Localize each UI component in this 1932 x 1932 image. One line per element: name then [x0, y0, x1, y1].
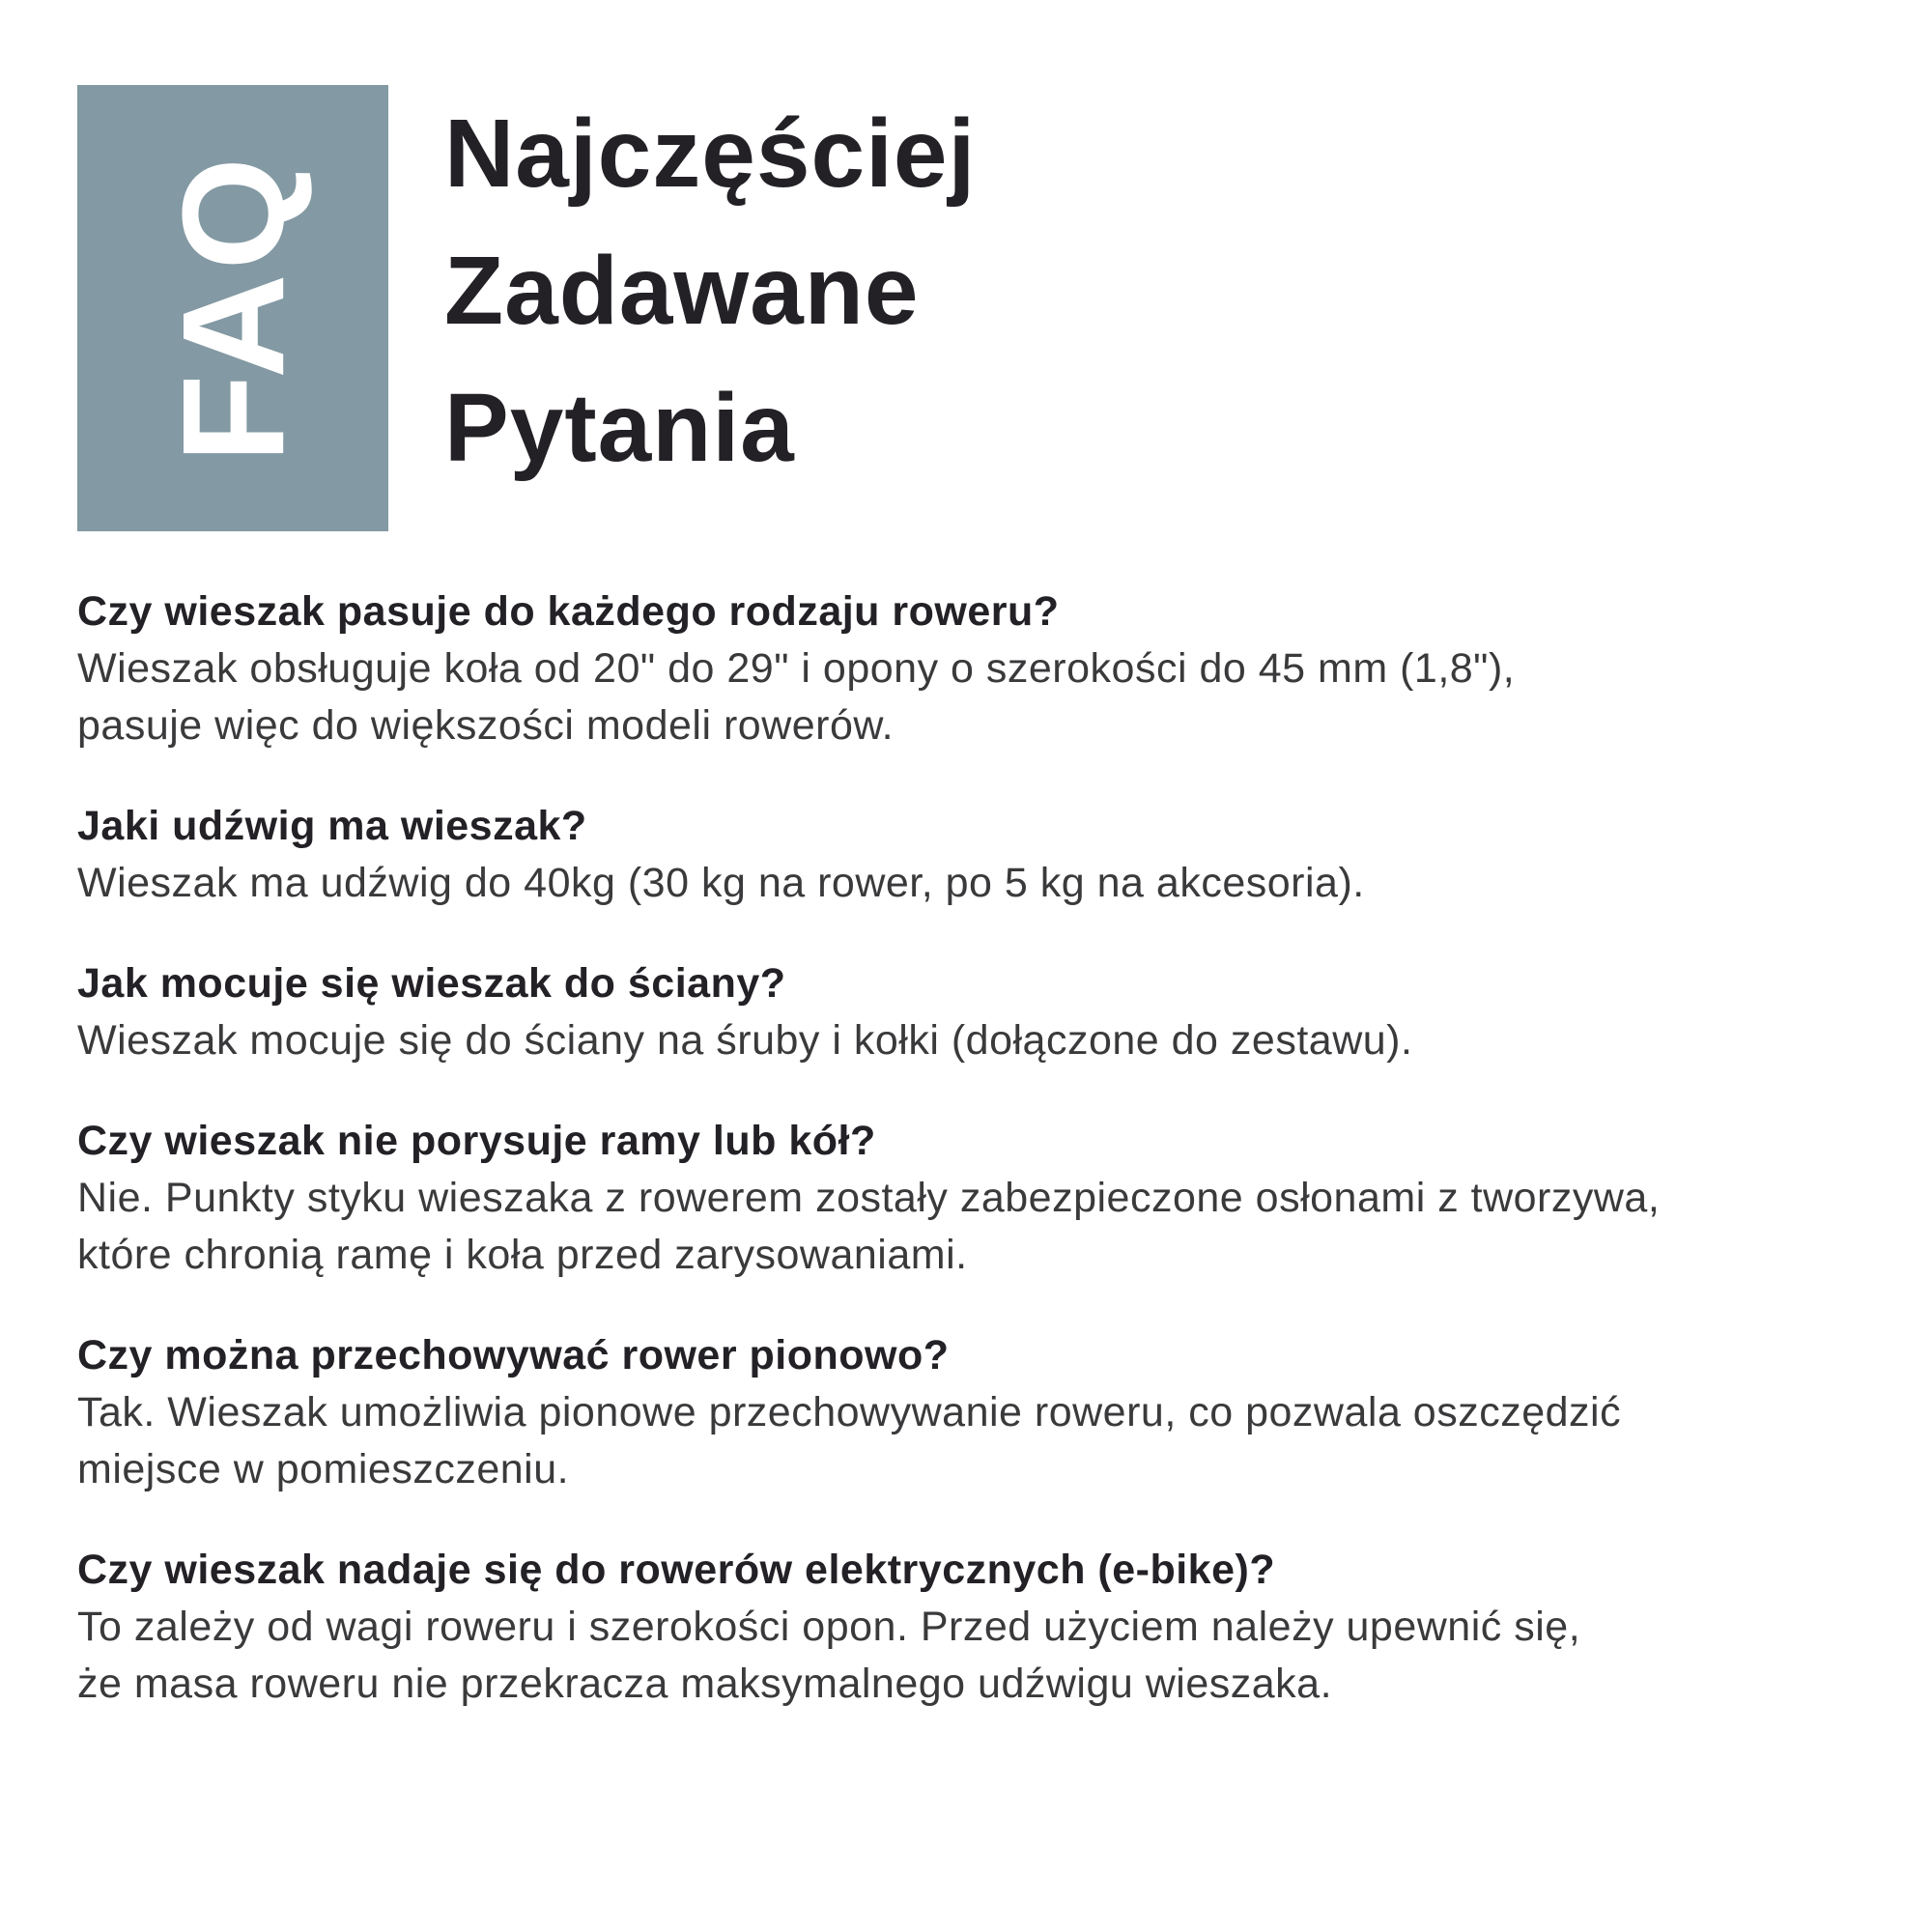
- page-title-line-1: Najczęściej: [444, 99, 977, 208]
- page-title-line-3: Pytania: [444, 374, 795, 482]
- faq-question-6: Czy wieszak nadaje się do rowerów elektrycznych (e-bike)?: [77, 1547, 1276, 1593]
- faq-answer-4-line-1: Nie. Punkty styku wieszaka z rowerem zostały zabezpieczone osłonami z tworzywa,: [77, 1175, 1661, 1221]
- faq-answer-2-line-1: Wieszak ma udźwig do 40kg (30 kg na rower, po 5 kg na akcesoria).: [77, 860, 1365, 906]
- header: [77, 85, 1855, 531]
- faq-answer-6-line-1: To zależy od wagi roweru i szerokości opon. Przed użyciem należy upewnić się,: [77, 1604, 1581, 1650]
- page-title-line-2: Zadawane: [444, 237, 920, 345]
- faq-item-5: [77, 1327, 1855, 1498]
- faq-item-6: [77, 1542, 1855, 1713]
- faq-question-1: Czy wieszak pasuje do każdego rodzaju roweru?: [77, 588, 1060, 635]
- faq-item-3: [77, 955, 1855, 1069]
- faq-badge-label: FAQ: [151, 153, 314, 464]
- faq-question-4: Czy wieszak nie porysuje ramy lub kół?: [77, 1118, 876, 1164]
- faq-answer-1-line-1: Wieszak obsługuje koła od 20" do 29" i opony o szerokości do 45 mm (1,8"),: [77, 645, 1516, 692]
- faq-answer-1-line-2: pasuje więc do większości modeli rowerów.: [77, 702, 895, 749]
- faq-answer-4-line-2: które chronią ramę i koła przed zarysowaniami.: [77, 1232, 968, 1278]
- faq-answer-6-line-2: że masa roweru nie przekracza maksymalnego udźwigu wieszaka.: [77, 1661, 1333, 1707]
- faq-answer-3-line-1: Wieszak mocuje się do ściany na śruby i kołki (dołączone do zestawu).: [77, 1017, 1413, 1064]
- faq-item-1: [77, 583, 1855, 754]
- faq-list: [77, 583, 1855, 1713]
- faq-question-3: Jak mocuje się wieszak do ściany?: [77, 960, 786, 1007]
- faq-question-2: Jaki udźwig ma wieszak?: [77, 803, 587, 849]
- faq-item-4: [77, 1113, 1855, 1284]
- page-title: [444, 85, 976, 497]
- faq-item-2: [77, 798, 1855, 912]
- faq-badge: [77, 85, 388, 531]
- faq-question-5: Czy można przechowywać rower pionowo?: [77, 1332, 950, 1378]
- faq-answer-5-line-2: miejsce w pomieszczeniu.: [77, 1446, 570, 1492]
- faq-answer-5-line-1: Tak. Wieszak umożliwia pionowe przechowywanie roweru, co pozwala oszczędzić: [77, 1389, 1622, 1435]
